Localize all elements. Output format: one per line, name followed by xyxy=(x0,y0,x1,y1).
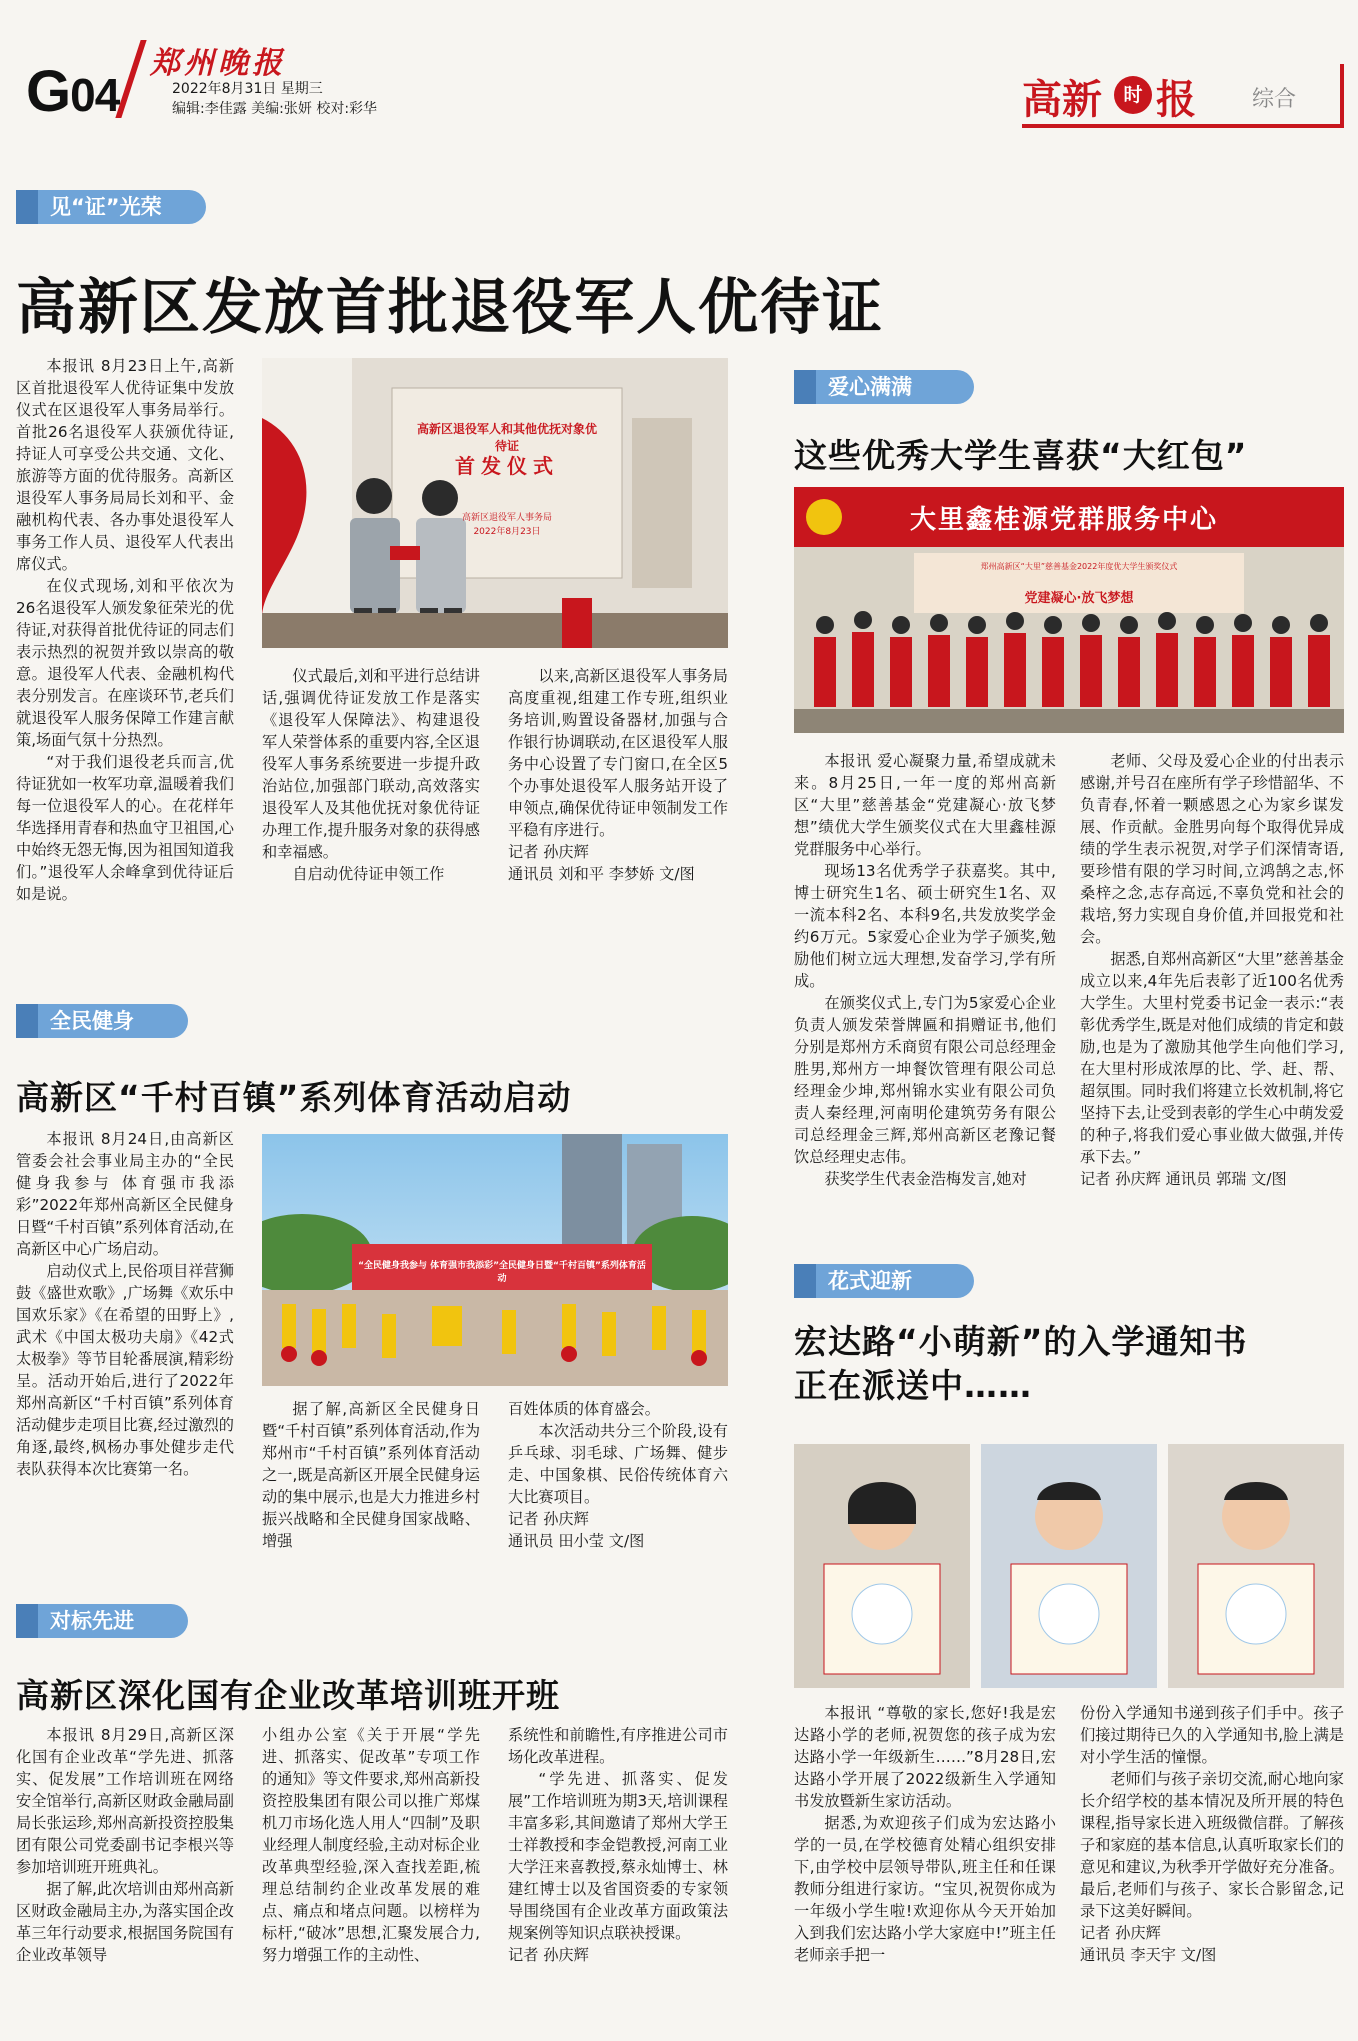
paragraph: “对于我们退役老兵而言,优待证犹如一枚军功章,温暖着我们每一位退役军人的心。在花样年华选择用青春和热血守卫祖国,心中始终无怨无悔,因为祖国知道我们。”退役军人余峰拿到优待证后如是说。 xyxy=(16,753,234,903)
header-slash-divider xyxy=(115,40,146,118)
paragraph: 在仪式现场,刘和平依次为26名退役军人颁发象征荣光的优待证,对获得首批优待证的同志们表示热烈的祝贺并致以崇高的敬意。退役军人代表、金融机构代表分别发言。在座谈环节,老兵们就退役军人服务保障工作建言献策,场面气氛十分热烈。 xyxy=(16,577,234,749)
students-photos-svg xyxy=(794,1444,1344,1688)
article5-tag: 花式迎新 xyxy=(794,1264,974,1298)
article3-col1 xyxy=(16,1128,234,1568)
article1-col2 xyxy=(262,665,480,980)
paragraph: 自启动优待证申领工作 xyxy=(292,865,445,883)
paragraph: 本报讯 8月29日,高新区深化国有企业改革“学先进、抓落实、促发展”工作培训班在网络安全馆举行,高新区财政金融局副局长张运珍,郑州高新投资控股集团有限公司党委副书记李根兴等参加培训班开班典礼。 xyxy=(16,1726,234,1876)
article1-col1 xyxy=(16,355,234,965)
article2-col2 xyxy=(1080,750,1344,1230)
page-number: G04 xyxy=(26,59,120,124)
section-brand xyxy=(1022,64,1342,126)
article1-col3 xyxy=(508,665,728,980)
paragraph: 老师们与孩子亲切交流,耐心地向家长介绍学校的基本情况及所开展的特色课程,指导家长进入班级微信群。了解孩子和家庭的基本信息,认真听取家长们的意见和建议,为秋季开学做好充分准备。最后,老师们与孩子、家长合影留念,记录下这美好瞬间。 xyxy=(1080,1770,1344,1920)
article1-photo xyxy=(262,358,728,648)
header-rule xyxy=(1022,124,1344,128)
article2-col1 xyxy=(794,750,1056,1230)
article4-col2 xyxy=(262,1724,480,2032)
paragraph: “学先进、抓落实、促发展”工作培训班为期3天,培训课程丰富多彩,其间邀请了郑州大学王士祥教授和李金铠教授,河南工业大学汪来喜教授,蔡永灿博士、林建红博士以及省国资委的专家领导围绕国有企业改革方面政策法规案例等知识点联袂授课。 xyxy=(508,1770,728,1942)
paragraph: 据悉,自郑州高新区“大里”慈善基金成立以来,4年先后表彰了近100名优秀大学生。大里村党委书记金一表示:“表彰优秀学生,既是对他们成绩的肯定和鼓励,也是为了激励其他学生向他们学习,在大里村形成浓厚的比、学、赶、帮、超氛围。同时我们将建立长效机制,将它坚持下去,让受到表彰的学生心中萌发爱的种子,将我们爱心事业做大做强,并传承下去。” xyxy=(1080,950,1344,1166)
article3-photo xyxy=(262,1134,728,1386)
paragraph: 本报讯 8月24日,由高新区管委会社会事业局主办的“全民健身我参与 体育强市我添彩”2022年郑州高新区全民健身日暨“千村百镇”系列体育活动,在高新区中心广场启动。 xyxy=(16,1130,234,1258)
paragraph: 系统性和前瞻性,有序推进公司市场化改革进程。 xyxy=(508,1726,728,1766)
header-vertical-rule xyxy=(1340,64,1344,128)
article5-headline[interactable] xyxy=(794,1320,1344,1408)
photo-banner-title: 高新区退役军人和其他优抚对象优待证 xyxy=(416,422,597,453)
editors-line: 编辑:李佳露 美编:张妍 校对:彩华 xyxy=(172,101,378,117)
paragraph: 据悉,为欢迎孩子们成为宏达路小学的一员,在学校德育处精心组织安排下,由学校中层领导带队,班主任和任课教师分组进行家访。“宝贝,祝贺你成为一年级小学生啦!欢迎你从今天开始加入到我们宏达路小学大家庭中!”班主任老师亲手把一 xyxy=(794,1814,1056,1964)
paragraph: 本报讯 “尊敬的家长,您好!我是宏达路小学的老师,祝贺您的孩子成为宏达路小学一年级新生……”8月28日,宏达路小学开展了2022级新生入学通知书发放暨新生家访活动。 xyxy=(794,1704,1056,1810)
brand-text-b: 报 xyxy=(1156,77,1196,123)
article2-headline[interactable]: 这些优秀大学生喜获“大红包” xyxy=(794,436,1248,475)
paragraph: 据了解,高新区全民健身日暨“千村百镇”系列体育活动,作为郑州市“千村百镇”系列体育活动之一,既是高新区开展全民健身运动的集中展示,也是大力推进乡村振兴战略和全民健身国家战略、增强 xyxy=(262,1400,480,1550)
photo-sign: 大里鑫桂源党群服务中心 xyxy=(909,505,1218,535)
article3-headline[interactable]: 高新区“千村百镇”系列体育活动启动 xyxy=(16,1078,572,1117)
article4-col3 xyxy=(508,1724,728,2032)
article3-col2 xyxy=(262,1398,480,1578)
paragraph: 百姓体质的体育盛会。 xyxy=(508,1400,660,1418)
reporter-credit: 记者 孙庆辉 xyxy=(508,1510,589,1528)
article1-tag: 见“证”光荣 xyxy=(16,190,206,224)
brand-text-a: 高新 xyxy=(1022,77,1102,123)
issue-date: 2022年8月31日 星期三 xyxy=(172,81,323,97)
reporter-credit: 记者 孙庆辉 xyxy=(508,843,589,861)
paragraph: 在颁奖仪式上,专门为5家爱心企业负责人颁发荣誉牌匾和捐赠证书,他们分别是郑州方禾商贸有限公司总经理金胜男,郑州方一坤餐饮管理有限公司总经理金少坤,郑州锦水实业有限公司负责人秦经理,河南明伦建筑劳务有限公司总经理金三辉,郑州高新区老豫记餐饮总经理史志伟。 xyxy=(794,994,1056,1166)
reporter-credit: 记者 孙庆辉 xyxy=(1080,1924,1161,1942)
article5-col2 xyxy=(1080,1702,1344,2032)
correspondent-credit: 通讯员 李天宇 文/图 xyxy=(1080,1946,1217,1964)
paragraph: 现场13名优秀学子获嘉奖。其中,博士研究生1名、硕士研究生1名、双一流本科2名、本科9名,共发放奖学金约6万元。5家爱心企业为学子颁奖,勉励他们树立远大理想,发奋学习,学有所成。 xyxy=(794,862,1056,990)
section-name: 综合 xyxy=(1252,87,1297,112)
article5-col1 xyxy=(794,1702,1056,2032)
paragraph: 小组办公室《关于开展“学先进、抓落实、促改革”专项工作的通知》等文件要求,郑州高新投资控股集团有限公司以推广郑煤机刀市场化选人用人“四制”及职业经理人制度经验,主动对标企业改革典型经验,深入查找差距,梳理总结制约企业改革发展的难点、痛点和堵点问题。以榜样为标杆,“破冰”思想,汇聚发展合力,努力增强工作的主动性、 xyxy=(262,1726,480,1964)
paragraph: 老师、父母及爱心企业的付出表示感谢,并号召在座所有学子珍惜韶华、不负青春,怀着一颗感恩之心为家乡谋发展、作贡献。金胜男向每个取得优异成绩的学生表示祝贺,对学子们深情寄语,要珍惜有限的学习时间,立鸿鹄之志,怀桑梓之念,志存高远,不辜负党和社会的栽培,努力实现自身价值,并回报党和社会。 xyxy=(1080,752,1344,946)
paragraph: 据了解,此次培训由郑州高新区财政金融局主办,为落实国企改革三年行动要求,根据国务院国有企业改革领导 xyxy=(16,1880,234,1964)
paragraph: 份份入学通知书递到孩子们手中。孩子们接过期待已久的入学通知书,脸上满是对小学生活的憧憬。 xyxy=(1080,1704,1344,1766)
article1-headline[interactable]: 高新区发放首批退役军人优待证 xyxy=(16,273,884,343)
article4-headline[interactable]: 高新区深化国有企业改革培训班开班 xyxy=(16,1676,560,1715)
brand-badge: 时 xyxy=(1114,76,1152,114)
reporter-credit: 记者 孙庆辉 xyxy=(508,1946,589,1964)
photo-banner-sub: 首发仪式 xyxy=(455,454,559,478)
headline-line1: 宏达路“小萌新”的入学通知书 xyxy=(794,1322,1248,1361)
photo-slogan: 党建凝心·放飞梦想 xyxy=(1024,591,1134,606)
paragraph: 本报讯 8月23日上午,高新区首批退役军人优待证集中发放仪式在区退役军人事务局举行。首批26名退役军人获颁优待证,持证人可享受公共交通、文化、旅游等方面的优待服务。高新区退役军人事务局局长刘和平、金融机构代表、各办事处退役军人事务工作人员、退役军人代表出席仪式。 xyxy=(16,357,234,573)
photo-backdrop: 郑州高新区“大里”慈善基金2022年度优大学生颁奖仪式 xyxy=(980,562,1178,571)
paragraph: 仪式最后,刘和平进行总结讲话,强调优待证发放工作是落实《退役军人保障法》、构建退役军人荣誉体系的重要内容,全区退役军人事务系统要进一步提升政治站位,加强部门联动,高效落实退役军人及其他优抚对象优待证办理工作,提升服务对象的获得感和幸福感。 xyxy=(262,667,480,861)
paragraph: 获奖学生代表金浩梅发言,她对 xyxy=(824,1170,1027,1188)
article5-photos xyxy=(794,1444,1344,1688)
photo-banner: “全民健身我参与 体育强市我添彩”全民健身日暨“千村百镇”系列体育活动 xyxy=(358,1261,646,1284)
article3-tag: 全民健身 xyxy=(16,1004,188,1038)
credit-line: 记者 孙庆辉 通讯员 郭瑞 文/图 xyxy=(1080,1170,1287,1188)
paragraph: 本次活动共分三个阶段,设有乒乓球、羽毛球、广场舞、健步走、中国象棋、民俗传统体育六大比赛项目。 xyxy=(508,1422,728,1506)
photo-banner-org: 高新区退役军人事务局 xyxy=(461,513,552,523)
ceremony-photo-svg xyxy=(262,358,728,648)
photo-banner-date: 2022年8月23日 xyxy=(473,527,541,537)
article4-tag: 对标先进 xyxy=(16,1604,188,1638)
article4-col1 xyxy=(16,1724,234,2032)
masthead-logo: 郑州晚报 xyxy=(150,46,286,81)
paragraph: 启动仪式上,民俗项目祥营狮鼓《盛世欢歌》,广场舞《欢乐中国欢乐家》《在希望的田野上》,武术《中国太极功夫扇》《42式太极拳》等节目轮番展演,精彩纷呈。活动开始后,进行了2022年郑州高新区“千村百镇”系列体育活动健步走项目比赛,经过激烈的角逐,最终,枫杨办事处健步走代表队获得本次比赛第一名。 xyxy=(16,1262,234,1478)
correspondent-credit: 通讯员 刘和平 李梦娇 文/图 xyxy=(508,865,695,883)
headline-line2: 正在派送中…… xyxy=(794,1366,1032,1405)
paragraph: 以来,高新区退役军人事务局高度重视,组建工作专班,组织业务培训,购置设备器材,加强与合作银行协调联动,在区退役军人服务中心设置了专门窗口,在全区5个办事处退役军人服务站开设了申领点,确保优待证申领制发工作平稳有序进行。 xyxy=(508,667,728,839)
article3-col3 xyxy=(508,1398,728,1578)
article2-photo xyxy=(794,487,1344,733)
article2-tag: 爱心满满 xyxy=(794,370,974,404)
paragraph: 本报讯 爱心凝聚力量,希望成就未来。8月25日,一年一度的郑州高新区“大里”慈善基金“党建凝心·放飞梦想”绩优大学生颁奖仪式在大里鑫桂源党群服务中心举行。 xyxy=(794,752,1056,858)
correspondent-credit: 通讯员 田小莹 文/图 xyxy=(508,1532,645,1550)
